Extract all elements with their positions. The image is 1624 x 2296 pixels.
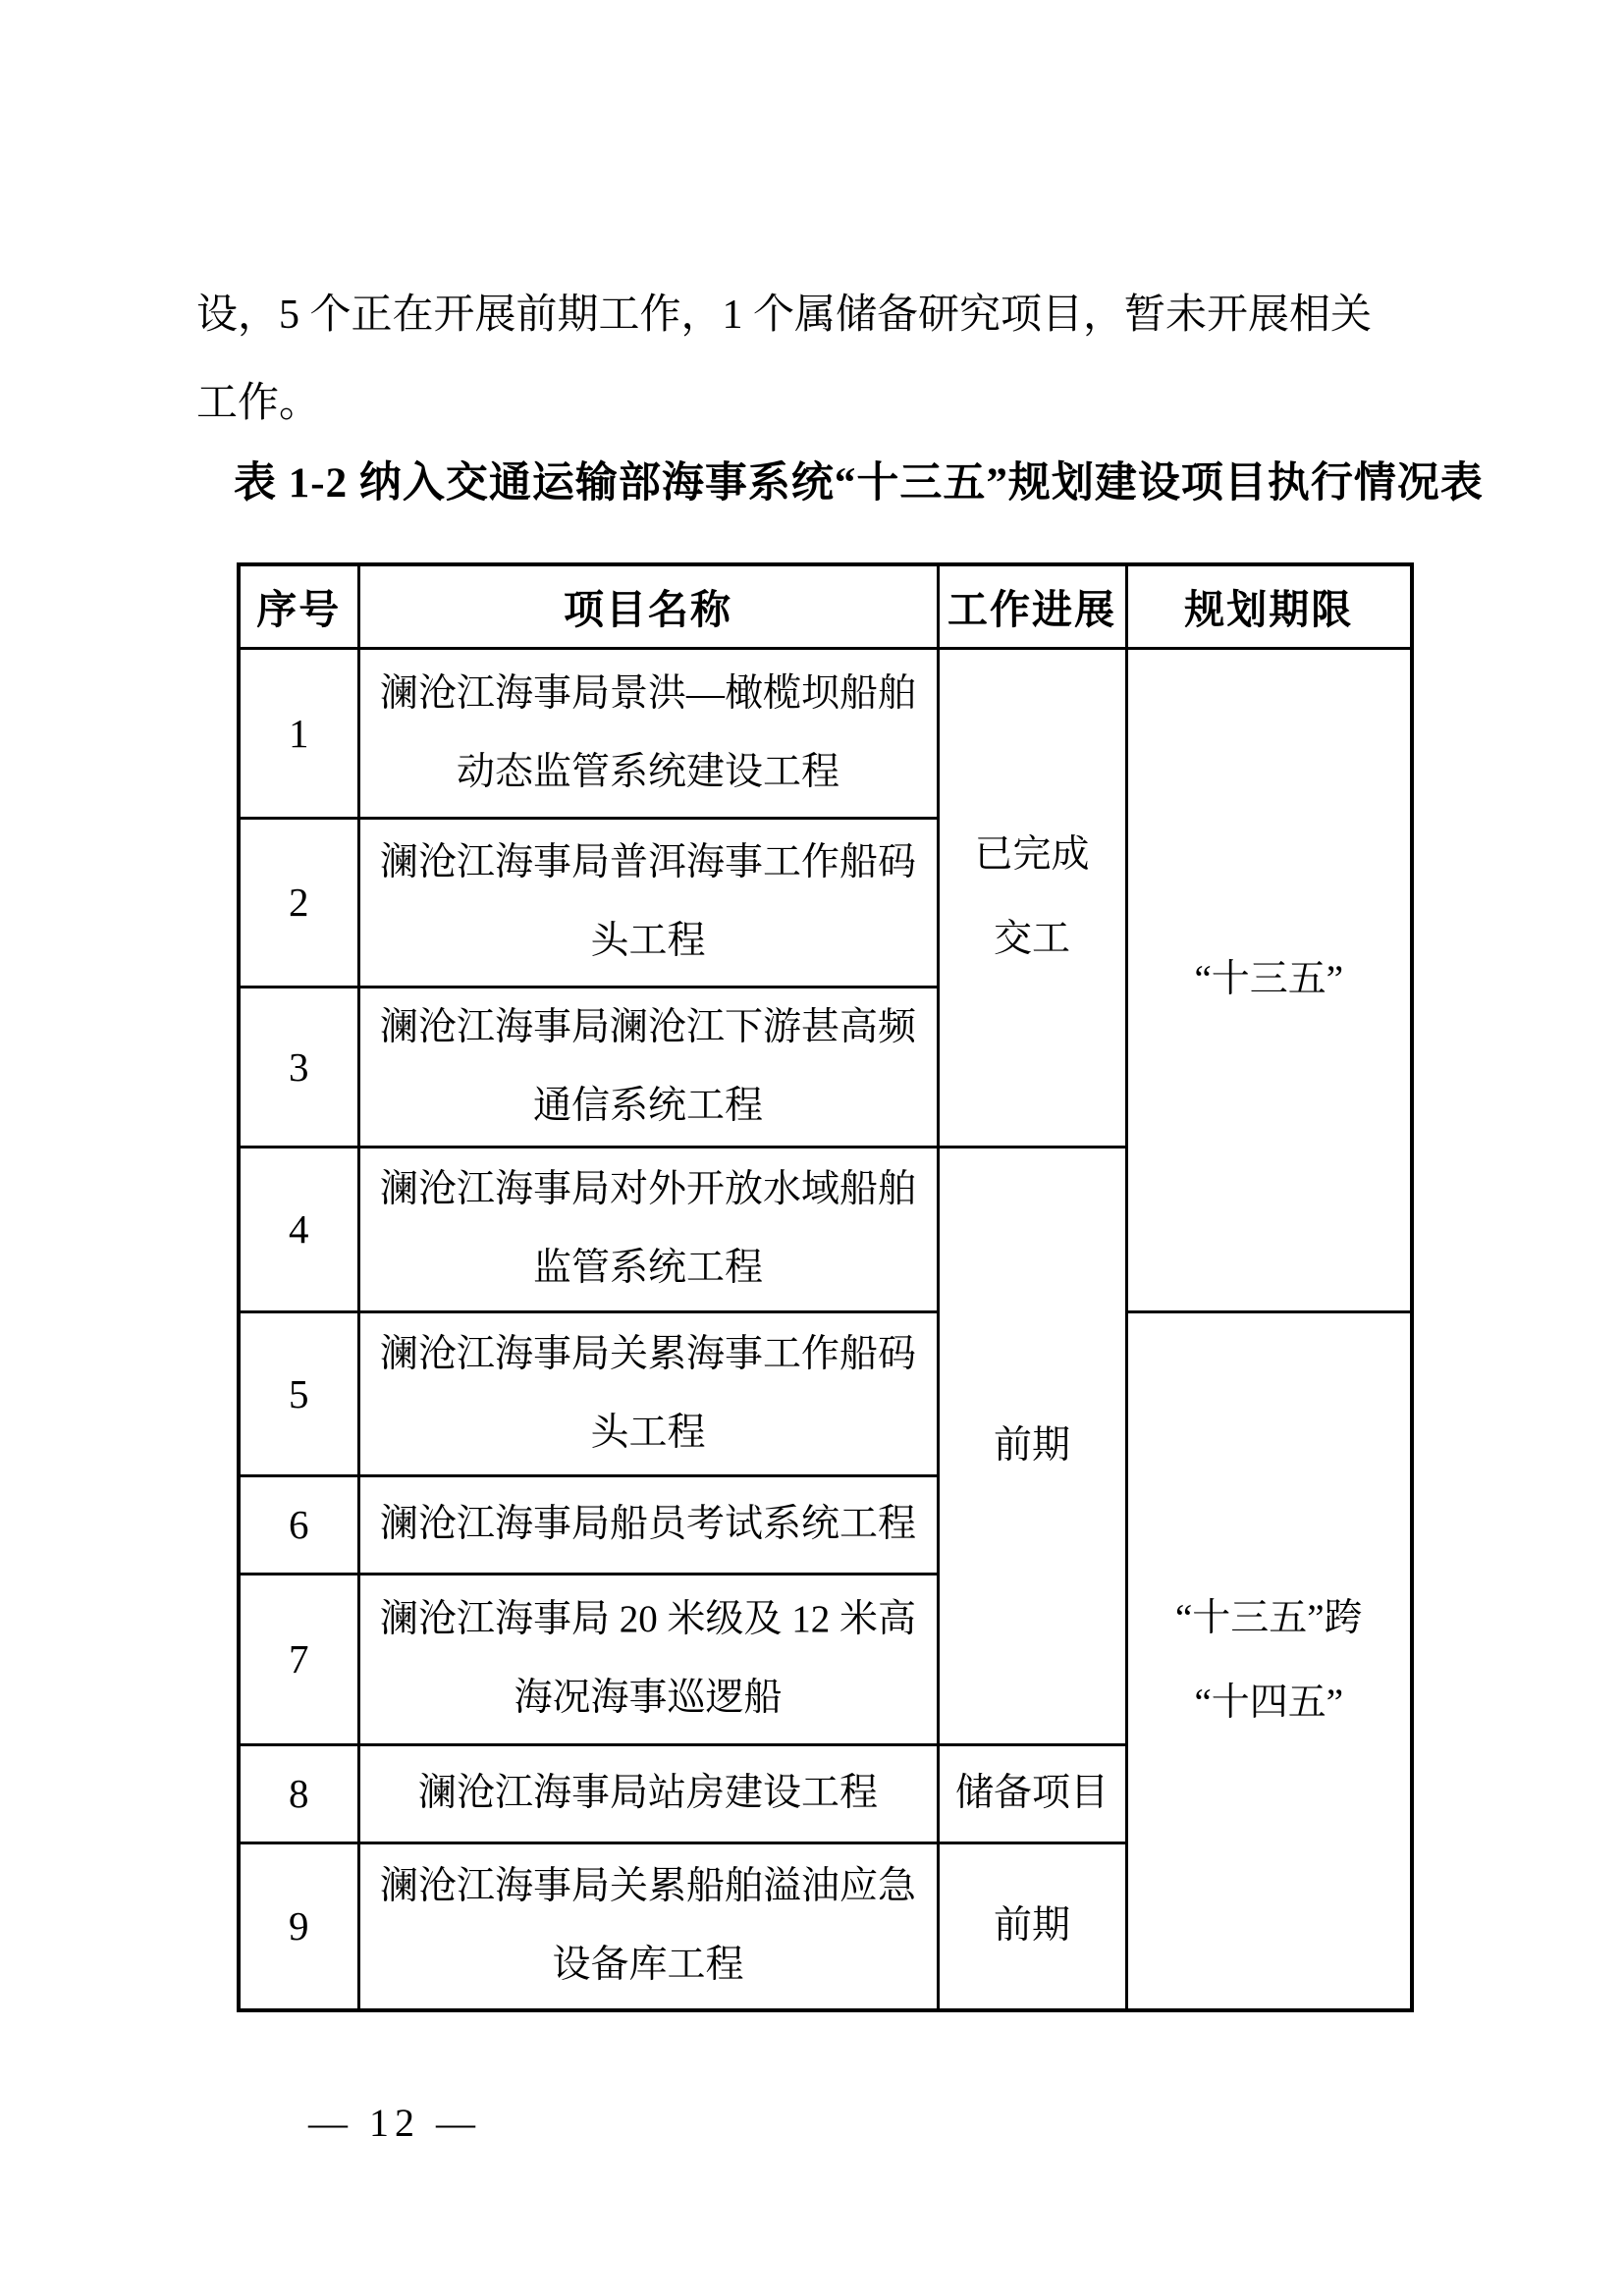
project-name-line: 通信系统工程 [532, 1084, 763, 1127]
project-name-line: 设备库工程 [552, 1944, 744, 1987]
period-line: “十三五”跨 [1174, 1596, 1363, 1639]
body-paragraph [196, 271, 1463, 448]
period-cell [1126, 648, 1412, 1311]
progress-line: 已完成 [974, 833, 1090, 876]
header-cell-index: 序号 [239, 564, 358, 648]
project-name-line: 头工程 [590, 920, 706, 962]
table-header-row [239, 564, 1412, 648]
header-cell-period: 规划期限 [1126, 564, 1412, 648]
progress-line: 前期 [993, 1904, 1070, 1948]
table-caption: 表 1-2 纳入交通运输部海事系统“十三五”规划建设项目执行情况表 [234, 460, 1484, 507]
table-row [239, 648, 1412, 818]
period-cell [1126, 1311, 1412, 2010]
row-number-cell: 6 [239, 1475, 358, 1574]
project-name-cell [358, 1574, 938, 1744]
project-name-line: 澜沧江海事局景洪—橄榄坝船舶 [379, 671, 916, 715]
project-name-line: 监管系统工程 [532, 1247, 763, 1289]
project-name-line: 澜沧江海事局站房建设工程 [417, 1772, 878, 1814]
period-line: “十四五” [1194, 1681, 1344, 1724]
progress-cell [938, 1744, 1126, 1842]
table-row [239, 1311, 1412, 1475]
page-number: — 12 — [308, 2101, 481, 2145]
project-name-cell [358, 818, 938, 987]
row-number-cell: 5 [239, 1311, 358, 1475]
project-name-cell [358, 1475, 938, 1574]
paragraph-line: 工作。 [196, 381, 321, 426]
row-number-cell: 7 [239, 1574, 358, 1744]
project-name-line: 澜沧江海事局关累海事工作船码 [379, 1332, 916, 1375]
project-name-line: 澜沧江海事局 20 米级及 12 米高 [379, 1598, 916, 1640]
header-cell-progress: 工作进展 [938, 564, 1126, 648]
project-name-cell [358, 1147, 938, 1311]
period-line: “十三五” [1194, 958, 1344, 1000]
project-name-line: 动态监管系统建设工程 [456, 750, 839, 793]
row-number-cell: 3 [239, 987, 358, 1147]
row-number-cell: 8 [239, 1744, 358, 1842]
project-name-line: 头工程 [590, 1411, 706, 1454]
project-name-line: 澜沧江海事局澜沧江下游甚高频 [379, 1005, 916, 1048]
projects-table [237, 562, 1414, 2012]
project-name-cell [358, 1744, 938, 1842]
progress-cell [938, 1147, 1126, 1744]
progress-line: 前期 [993, 1423, 1070, 1467]
progress-cell [938, 648, 1126, 1147]
row-number-cell: 9 [239, 1842, 358, 2010]
row-number-cell: 1 [239, 648, 358, 818]
row-number-cell: 2 [239, 818, 358, 987]
paragraph-line: 设，5 个正在开展前期工作，1 个属储备研究项目，暂未开展相关 [196, 293, 1373, 338]
project-name-cell [358, 1842, 938, 2010]
row-number-cell: 4 [239, 1147, 358, 1311]
progress-cell [938, 1842, 1126, 2010]
project-name-cell [358, 648, 938, 818]
progress-line: 储备项目 [954, 1772, 1109, 1814]
project-name-line: 澜沧江海事局对外开放水域船舶 [379, 1168, 916, 1210]
progress-line: 交工 [993, 918, 1070, 960]
project-name-line: 澜沧江海事局关累船舶溢油应急 [379, 1865, 916, 1908]
header-cell-project-name: 项目名称 [358, 564, 938, 648]
project-name-line: 澜沧江海事局普洱海事工作船码 [379, 841, 916, 883]
project-name-cell [358, 987, 938, 1147]
project-name-line: 海况海事巡逻船 [514, 1677, 783, 1719]
project-name-cell [358, 1311, 938, 1475]
project-name-line: 澜沧江海事局船员考试系统工程 [379, 1503, 916, 1545]
